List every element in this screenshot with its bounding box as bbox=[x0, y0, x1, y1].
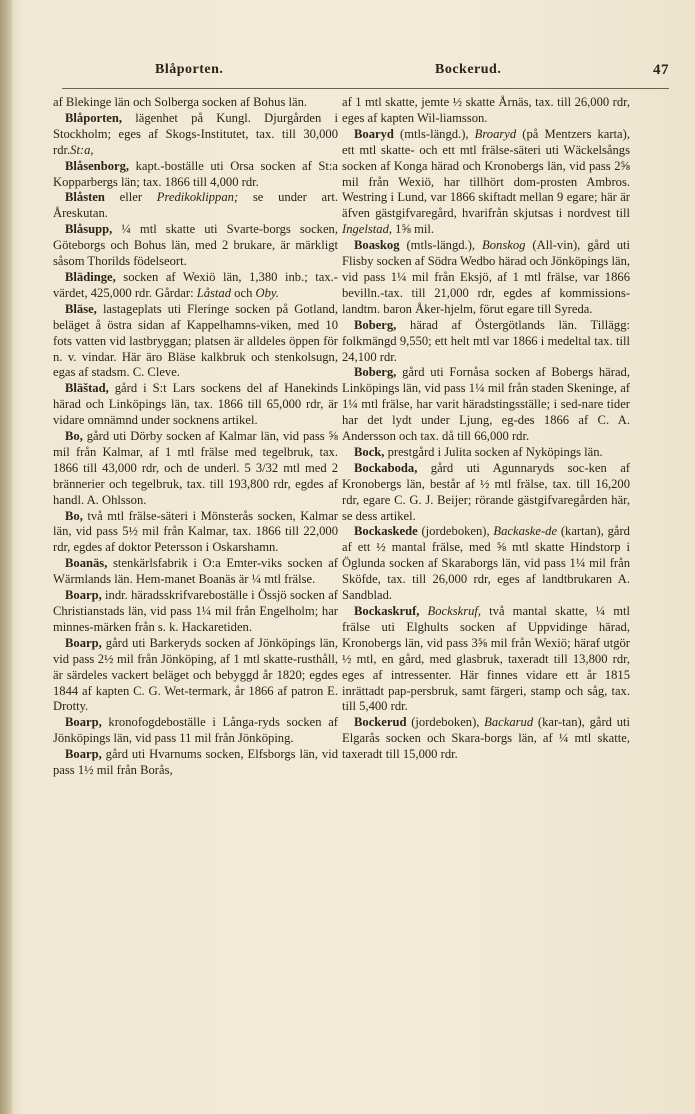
entry-headword: Blåsten bbox=[65, 190, 105, 205]
entry-text: ¼ mtl skatte uti Svarte-borgs socken, Göteborgs och Bohus län, med 2 brukare, är märkligt såsom Thorilds födelseort. bbox=[53, 222, 338, 269]
entry-headword: Bläštad, bbox=[65, 381, 109, 396]
entry-text: (mtls-längd.), bbox=[393, 126, 475, 141]
entry-headword: Boberg, bbox=[354, 365, 397, 380]
dictionary-entry bbox=[53, 556, 338, 588]
dictionary-entry bbox=[342, 524, 630, 604]
header-left-keyword: Blåporten. bbox=[155, 62, 224, 77]
page-number: 47 bbox=[653, 62, 669, 78]
dictionary-entry bbox=[53, 270, 338, 302]
entry-variant-name: Broaryd bbox=[474, 126, 517, 141]
entry-text: gård uti Barkeryds socken af Jönköpings län, vid pass 2½ mil från Jönköping, af 1 mtl skatte-rusthåll, är särdeles vackert beläget och bebyggd år 1820; egdes 1844 af kapten C. G. Wet-termark, år 1866 af patron E. Drotty. bbox=[53, 635, 338, 714]
entry-variant-name: Oby. bbox=[255, 285, 279, 300]
dictionary-entry bbox=[53, 588, 338, 636]
entry-text: se under art. Åreskutan. bbox=[53, 190, 338, 221]
entry-text: (kar-tan), gård uti Elgarås socken och Skara-borgs län, af ¼ mtl skatte, taxeradt till 15,000 rdr. bbox=[342, 715, 630, 762]
entry-headword: Boaryd bbox=[354, 126, 394, 141]
dictionary-entry bbox=[53, 95, 338, 111]
dictionary-entry bbox=[53, 509, 338, 557]
entry-headword: Boarp, bbox=[65, 635, 102, 650]
entry-text: indr. häradsskrifvareboställe i Össjö socken af Christianstads län, vid pass 1¼ mil från Engelholm; har minnes-märken från s. k. Hackaretiden. bbox=[53, 588, 338, 634]
right-column bbox=[342, 95, 630, 763]
entry-text: af Blekinge län och Solberga socken af Bohus län. bbox=[53, 95, 308, 109]
entry-headword: Boanäs, bbox=[65, 556, 108, 571]
entry-text: två mtl frälse-säteri i Mönsterås socken, Kalmar län, vid pass 5½ mil från Kalmar, tax. 1866 till 22,000 rdr, egdes af doktor Petersson i Oskarshamn. bbox=[53, 508, 338, 555]
entry-text: af 1 mtl skatte, jemte ½ skatte Årnäs, tax. till 26,000 rdr, eges af kapten Wil-liamsson. bbox=[342, 95, 630, 125]
dictionary-entry bbox=[342, 127, 630, 238]
entry-headword: Boarp, bbox=[65, 747, 102, 762]
dictionary-entry bbox=[342, 445, 630, 461]
entry-variant-name: Låstad bbox=[196, 285, 232, 300]
entry-headword: Bo, bbox=[65, 508, 83, 523]
dictionary-entry bbox=[53, 429, 338, 509]
dictionary-entry bbox=[53, 111, 338, 159]
entry-headword: Boaskog bbox=[354, 238, 400, 253]
dictionary-entry bbox=[53, 190, 338, 222]
entry-headword: Bockerud bbox=[354, 715, 407, 730]
entry-variant-name: Predikoklippan; bbox=[156, 190, 239, 205]
header-right-keyword: Bockerud. bbox=[435, 62, 502, 77]
entry-text: gård i S:t Lars sockens del af Hanekinds härad och Linköpings län, tax. 1866 till 65,000 rdr, är vidare omnämnd under socknens artikel. bbox=[53, 381, 338, 428]
entry-variant-name: Bonskog bbox=[482, 238, 526, 253]
entry-headword: Boberg, bbox=[354, 317, 397, 332]
entry-text: (på Mentzers karta), ett mtl skatte- och ett mtl frälse-säteri uti Wäckelsångs socken af Konga härad och Kronobergs län, vid pass 2⅝ mil från Wexiö, har tillhört dom-prosten Ambros. Westring i Lund, var 1866 skiftadt mellan 9 egare; här är äfven gästgifvaregård, hvarifrån skjutsas i nordvest till bbox=[342, 126, 630, 221]
left-column bbox=[53, 95, 338, 779]
entry-text: (kartan), gård af ett ½ mantal frälse, med ⅝ mtl skatte Hindstorp i Öglunda socken af Skaraborgs län, vid pass 1¼ mil från Sköfde, tax. till 26,000 rdr, eges af landtbrukaren A. Sandblad. bbox=[342, 524, 630, 603]
page-binding-edge bbox=[0, 0, 12, 1114]
dictionary-entry bbox=[53, 222, 338, 270]
header-rule bbox=[62, 88, 669, 89]
entry-text: gård uti Dörby socken af Kalmar län, vid pass ⅝ mil från Kalmar, af 1 mtl frälse med tegelbruk, tax. 1866 till 43,000 rdr, och de underl. 5 3/32 mtl med 2 brännerier och tegelbruk, tax. till 193,800 rdr, egdes af handl. A. Ohlsson. bbox=[53, 429, 338, 507]
entry-headword: Blädinge, bbox=[65, 269, 116, 284]
running-header bbox=[40, 62, 669, 82]
entry-text: kapt.-boställe uti Orsa socken af St:a Kopparbergs län; tax. 1866 till 4,000 rdr. bbox=[53, 158, 338, 189]
dictionary-entry bbox=[342, 715, 630, 763]
entry-text: gård uti Fornåsa socken af Bobergs härad, Linköpings län, vid pass 1¼ mil från staden Skeninge, af 1¼ mtl frälse, har varit häradstingsställe; i sed-nare tider har det lydt under Ljung, eg-des 1866 af C. A. Andersson och tax. då till 66,000 rdr. bbox=[342, 365, 630, 444]
dictionary-entry bbox=[53, 381, 338, 429]
entry-text: (mtls-längd.), bbox=[399, 238, 483, 253]
entry-variant-name: Backaske-de bbox=[493, 524, 558, 539]
entry-text: kronofogdeboställe i Långa-ryds socken af Jönköpings län, vid pass 11 mil från Jönköping. bbox=[53, 715, 338, 746]
dictionary-entry bbox=[53, 302, 338, 382]
entry-text: (All-vin), gård uti Flisby socken af Södra Wedbo härad och Jönköpings län, vid pass 1¼ mil från Eksjö, af 1 mtl frälse, var 1866 bevilln.-tax. till 21,000 rdr, egdes af kommissions-landtm. baron Åker-hjelm, förut egare till Syreda. bbox=[342, 238, 631, 316]
entry-headword: Bo, bbox=[65, 429, 83, 444]
entry-text: gård uti Hvarnums socken, Elfsborgs län, vid pass 1½ mil från Borås, bbox=[53, 747, 338, 778]
entry-headword: Boarp, bbox=[65, 715, 102, 730]
entry-variant-name: Ingelstad, bbox=[342, 222, 393, 237]
entry-headword: Blåporten, bbox=[65, 110, 123, 125]
entry-text: socken af Wexiö län, 1,380 inb.; tax.-värdet, 425,000 rdr. Gårdar: bbox=[53, 269, 338, 300]
entry-headword: Bock, bbox=[354, 444, 385, 459]
dictionary-entry bbox=[53, 636, 338, 716]
entry-text: och bbox=[231, 285, 256, 300]
entry-text: stenkärlsfabrik i O:a Emter-viks socken af Wärmlands län. Hem-manet Boanäs är ¼ mtl frälse. bbox=[53, 556, 338, 587]
entry-text: eller bbox=[104, 190, 157, 205]
entry-headword: Blåsenborg, bbox=[65, 158, 130, 173]
entry-text: lastageplats uti Fleringe socken på Gotland, beläget å östra sidan af Kappelhamns-viken, med 10 fots vatten vid lastbryggan; platsen är alldeles öppen för n. v. vindar. Här äro Bläse kalkbruk och stenkolsugn, egas af stadsm. C. Cleve. bbox=[53, 301, 338, 380]
entry-text: härad af Östergötlands län. Tillägg: folkmängd 9,550; ett helt mtl var 1866 i medeltal tax. till 24,100 rdr. bbox=[342, 317, 630, 364]
entry-text: gård uti Agunnaryds soc-ken af Kronobergs län, består af ½ mtl frälse, tax. till 16,200 rdr, egare C. G. J. Beijer; rörande gästgifvaregården här, se dess artikel. bbox=[342, 460, 630, 523]
entry-headword: Blåsupp, bbox=[65, 222, 113, 237]
entry-variant-name: Bockskruf, bbox=[427, 604, 482, 618]
entry-headword: Boarp, bbox=[65, 588, 102, 603]
dictionary-entry bbox=[53, 747, 338, 779]
entry-variant-name: St:a, bbox=[70, 142, 94, 157]
dictionary-entry bbox=[342, 318, 630, 366]
dictionary-entry bbox=[342, 604, 630, 715]
dictionary-entry bbox=[342, 365, 630, 445]
entry-headword: Bockaskede bbox=[354, 524, 418, 539]
dictionary-entry bbox=[342, 461, 630, 525]
entry-text: (jordeboken), bbox=[417, 524, 494, 539]
entry-headword: Bockaskruf, bbox=[354, 604, 420, 618]
entry-text: två mantal skatte, ¼ mtl frälse uti Elghults socken af Uppvidinge härad, Kronobergs län, vid pass 3⅝ mil från Wexiö; häraf utgör ½ mtl, en gård, med glasbruk, taxeradt till 13,800 rdr, eges af intressenter. Här finnes vidare ett år 1815 inrättadt pap-persbruk, samt färgeri, stamp och såg, tax. till 5,400 rdr. bbox=[342, 604, 630, 714]
dictionary-entry bbox=[342, 238, 630, 318]
entry-variant-name: Backarud bbox=[484, 715, 534, 730]
entry-text: 1⅝ mil. bbox=[392, 222, 435, 237]
entry-headword: Bockaboda, bbox=[354, 460, 418, 475]
dictionary-entry bbox=[342, 95, 630, 127]
dictionary-entry bbox=[53, 715, 338, 747]
entry-text bbox=[419, 604, 427, 618]
dictionary-entry bbox=[53, 159, 338, 191]
entry-text: lägenhet på Kungl. Djurgården i Stockholm; eges af Skogs-Institutet, tax. till 30,000 rdr. bbox=[53, 110, 338, 157]
entry-text: (jordeboken), bbox=[406, 715, 485, 730]
entry-headword: Bläse, bbox=[65, 301, 97, 316]
entry-text: prestgård i Julita socken af Nyköpings län. bbox=[384, 444, 603, 459]
